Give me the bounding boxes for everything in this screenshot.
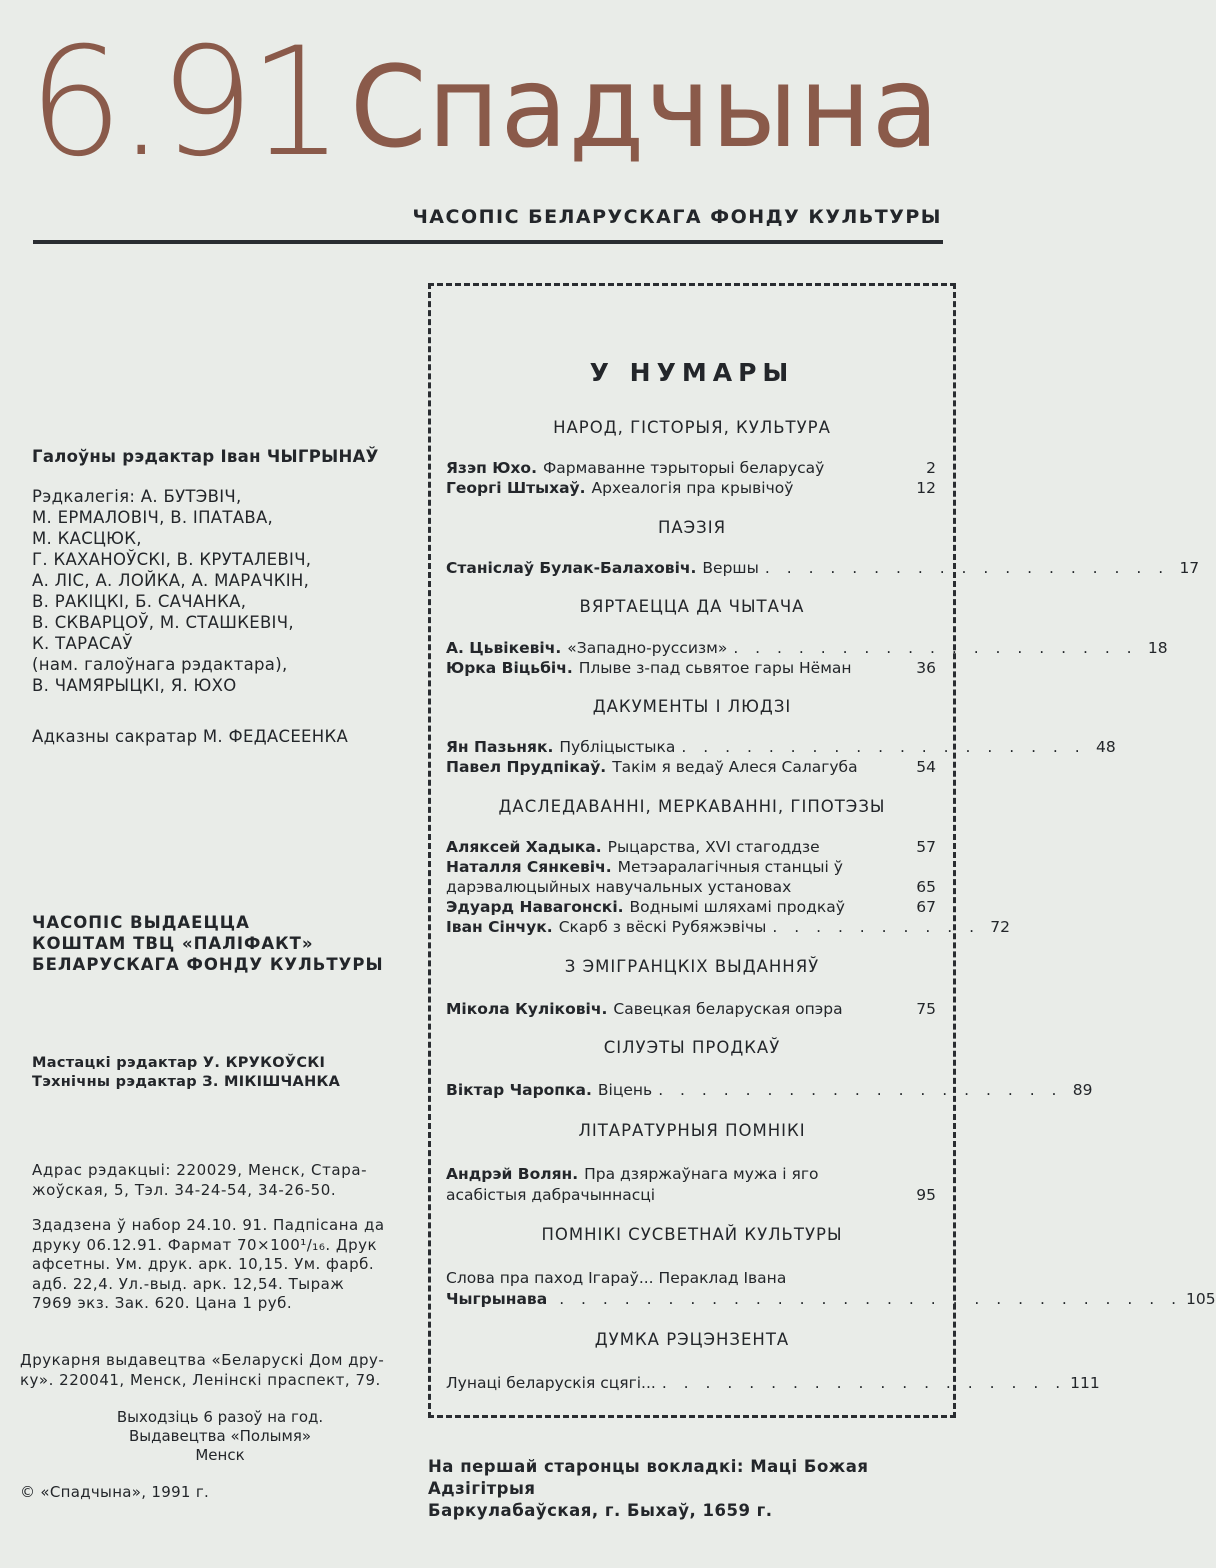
entry-title: Публіцыстыка [559, 738, 676, 756]
issue-number: 6.91 [28, 16, 338, 190]
entry-title: Пра дзяржаўнага мужа і яго [584, 1165, 819, 1183]
cover-caption [428, 1456, 968, 1522]
toc-entry: Віктар Чаропка. Віцень . . . . . . . . . . . . . . . . . . . 89 [446, 1081, 1093, 1099]
frequency-line: Выходзіць 6 разоў на год. [116, 1408, 324, 1426]
entry-author: Мікола Куліковіч. [446, 1000, 608, 1018]
toc-entry-continuation [446, 877, 936, 897]
entry-author: Эдуард Навагонскі. [446, 898, 624, 916]
entry-page: 95 [916, 1186, 936, 1204]
board-line: Рэдкалегія: А. БУТЭВІЧ, [32, 487, 242, 506]
toc-entry [446, 999, 936, 1019]
cover-caption-line: На першай старонцы вокладкі: Маці Божая Адзігітрыя [428, 1457, 869, 1498]
toc-entry: Іван Сінчук. Скарб з вёскі Рубяжэвічы . . . . . . . . . . 72 [446, 918, 1011, 936]
toc-entry: Ян Пазьняк. Публіцыстыка . . . . . . . . . . . . . . . . . . . 48 [446, 738, 1116, 756]
print-line: афсетны. Ум. друк. арк. 10,15. Ум. фарб. [32, 1255, 375, 1273]
header-divider [33, 240, 943, 244]
board-line: Г. КАХАНОЎСКІ, В. КРУТАЛЕВІЧ, [32, 550, 312, 569]
entry-title: Такім я ведаў Алеся Салагуба [612, 758, 858, 776]
board-line: В. ЧАМЯРЫЦКІ, Я. ЮХО [32, 676, 237, 695]
board-line: К. ТАРАСАЎ [32, 634, 133, 653]
entry-author: А. Цьвікевіч. [446, 639, 562, 657]
toc-section-heading: ВЯРТАЕЦЦА ДА ЧЫТАЧА [579, 597, 805, 616]
entry-title-continuation: асабістыя дабрачыннасці [446, 1186, 656, 1204]
toc-heading: У НУМАРЫ [589, 358, 795, 387]
address-line: Адрас рэдакцыі: 220029, Менск, Стара- [32, 1161, 368, 1179]
board-line: А. ЛІС, А. ЛОЙКА, А. МАРАЧКІН, [32, 571, 310, 590]
toc-entry: Станіслаў Булак-Балаховіч. Вершы . . . . . . . . . . . . . . . . . . . 17 [446, 559, 1200, 577]
magazine-title: Спадчына [350, 43, 940, 173]
entry-page: 48 [1095, 738, 1116, 756]
publisher-line: БЕЛАРУСКАГА ФОНДУ КУЛЬТУРЫ [32, 955, 384, 974]
editors-block [32, 1054, 340, 1092]
toc-section-heading: ДАСЛЕДАВАННІ, МЕРКАВАННІ, ГІПОТЭЗЫ [498, 797, 886, 816]
entry-title: Фармаванне тэрыторыі беларусаў [542, 459, 825, 477]
entry-page: 89 [1072, 1081, 1093, 1099]
entry-title: Метэаралагічныя станцыі ў [617, 858, 843, 876]
cover-caption-line: Баркулабаўская, г. Быхаў, 1659 г. [428, 1501, 773, 1520]
printer-line: Друкарня выдавецтва «Беларускі Дом дру- [20, 1351, 385, 1369]
entry-title-continuation: Чыгрынава [446, 1290, 548, 1308]
frequency-info [30, 1408, 410, 1465]
entry-title: Савецкая беларуская опэра [613, 1000, 843, 1018]
entry-page: 17 [1179, 559, 1200, 577]
toc-entry [446, 897, 936, 917]
toc-section-heading: ДАКУМЕНТЫ І ЛЮДЗІ [592, 697, 792, 716]
printer-line: ку». 220041, Менск, Ленінскі праспект, 79. [20, 1371, 381, 1389]
entry-title: Слова пра паход Ігараў... Пераклад Івана [446, 1269, 787, 1287]
entry-page: 2 [926, 459, 936, 477]
toc-section-heading: ПОМНІКІ СУСВЕТНАЙ КУЛЬТУРЫ [541, 1225, 843, 1244]
entry-author: Павел Прудпікаў. [446, 758, 607, 776]
board-line: В. СКВАРЦОЎ, М. СТАШКЕВІЧ, [32, 613, 294, 632]
toc-entry [446, 1268, 936, 1288]
entry-title: Вершы [702, 559, 759, 577]
publisher-note [32, 912, 384, 975]
toc-entry [446, 658, 936, 678]
print-info [32, 1216, 385, 1314]
toc-section-heading: ДУМКА РЭЦЭНЗЕНТА [594, 1330, 790, 1349]
entry-page: 105 [1186, 1290, 1216, 1308]
print-line: 7969 экз. Зак. 620. Цана 1 руб. [32, 1294, 293, 1312]
entry-author: Андрэй Волян. [446, 1165, 579, 1183]
entry-author: Іван Сінчук. [446, 918, 553, 936]
entry-page: 18 [1147, 639, 1168, 657]
executive-secretary: Адказны сакратар М. ФЕДАСЕЕНКА [32, 727, 349, 746]
toc-section-heading: НАРОД, ГІСТОРЫЯ, КУЛЬТУРА [553, 418, 831, 437]
entry-page: 57 [916, 838, 936, 856]
toc-section-heading: З ЭМІГРАНЦКІХ ВЫДАННЯЎ [564, 957, 820, 976]
toc-section-heading: СІЛУЭТЫ ПРОДКАЎ [603, 1038, 781, 1057]
entry-page: 65 [916, 878, 936, 896]
entry-author: Георгі Штыхаў. [446, 479, 586, 497]
entry-title: Рыцарства, XVI стагоддзе [607, 838, 820, 856]
board-line: М. ЕРМАЛОВІЧ, В. ІПАТАВА, [32, 508, 274, 527]
entry-author: Юрка Віцьбіч. [446, 659, 573, 677]
toc-entry [446, 478, 936, 498]
entry-title: Скарб з вёскі Рубяжэвічы [558, 918, 767, 936]
toc-entry-continuation: Чыгрынава . . . . . . . . . . . . . . . . . . . . . . . . . . . . . 105 [446, 1290, 1216, 1308]
entry-page: 72 [990, 918, 1011, 936]
frequency-line: Выдавецтва «Полымя» [128, 1427, 312, 1445]
toc-entry: Лунаці беларускія сцягі... . . . . . . . . . . . . . . . . . . . 111 [446, 1374, 1100, 1392]
toc-entry [446, 757, 936, 777]
art-editor: Мастацкі рэдактар У. КРУКОЎСКІ [32, 1055, 326, 1071]
entry-page: 111 [1070, 1374, 1100, 1392]
entry-author: Язэп Юхо. [446, 459, 537, 477]
board-line: М. КАСЦЮК, [32, 529, 142, 548]
magazine-subtitle: ЧАСОПІС БЕЛАРУСКАГА ФОНДУ КУЛЬТУРЫ [412, 206, 942, 228]
copyright: © «Спадчына», 1991 г. [20, 1483, 210, 1501]
entry-author: Віктар Чаропка. [446, 1081, 592, 1099]
toc-section-heading: ПАЭЗІЯ [657, 518, 727, 537]
entry-title: Воднымі шляхамі продкаў [629, 898, 845, 916]
entry-author: Ян Пазьняк. [446, 738, 554, 756]
toc-entry-continuation [446, 1185, 936, 1205]
tech-editor: Тэхнічны рэдактар З. МІКІШЧАНКА [32, 1074, 341, 1090]
publisher-line: КОШТАМ ТВЦ «ПАЛІФАКТ» [32, 934, 314, 953]
entry-page: 54 [916, 758, 936, 776]
publisher-line: ЧАСОПІС ВЫДАЕЦЦА [32, 913, 250, 932]
entry-author: Станіслаў Булак-Балаховіч. [446, 559, 697, 577]
entry-title: Віцень [597, 1081, 653, 1099]
toc-entry: А. Цьвікевіч. «Западно-руссизм» . . . . . . . . . . . . . . . . . . . 18 [446, 639, 1168, 657]
chief-editor: Галоўны рэдактар Іван ЧЫГРЫНАЎ [32, 447, 379, 466]
entry-title: Археалогія пра крывічоў [591, 479, 794, 497]
toc-entry [446, 458, 936, 478]
entry-title-continuation: дарэвалюцыйных навучальных установах [446, 878, 792, 896]
toc-entry [446, 857, 936, 877]
entry-page: 36 [916, 659, 936, 677]
board-line: (нам. галоўнага рэдактара), [32, 655, 288, 674]
editorial-address [32, 1160, 367, 1200]
printer-info [20, 1350, 384, 1390]
print-line: Здадзена ў набор 24.10. 91. Падпісана да [32, 1216, 385, 1234]
entry-page: 67 [916, 898, 936, 916]
entry-author: Наталля Сянкевіч. [446, 858, 612, 876]
toc-entry [446, 837, 936, 857]
print-line: адб. 22,4. Ул.-выд. арк. 12,54. Тыраж [32, 1274, 345, 1293]
entry-page: 12 [916, 479, 936, 497]
toc-section-heading: ЛІТАРАТУРНЫЯ ПОМНІКІ [578, 1121, 806, 1140]
entry-author: Аляксей Хадыка. [446, 838, 602, 856]
frequency-line: Менск [195, 1446, 245, 1464]
editorial-board [32, 486, 311, 696]
board-line: В. РАКІЦКІ, Б. САЧАНКА, [32, 592, 247, 611]
toc-entry [446, 1164, 936, 1184]
entry-title: Плыве з-пад сьвятое гары Нёман [578, 659, 852, 677]
entry-page: 75 [916, 1000, 936, 1018]
address-line: жоўская, 5, Тэл. 34-24-54, 34-26-50. [32, 1181, 337, 1199]
print-line: друку 06.12.91. Фармат 70×100¹/₁₆. Друк [32, 1235, 378, 1254]
entry-title: «Западно-руссизм» [567, 639, 728, 657]
entry-title: Лунаці беларускія сцягі... [446, 1374, 656, 1392]
